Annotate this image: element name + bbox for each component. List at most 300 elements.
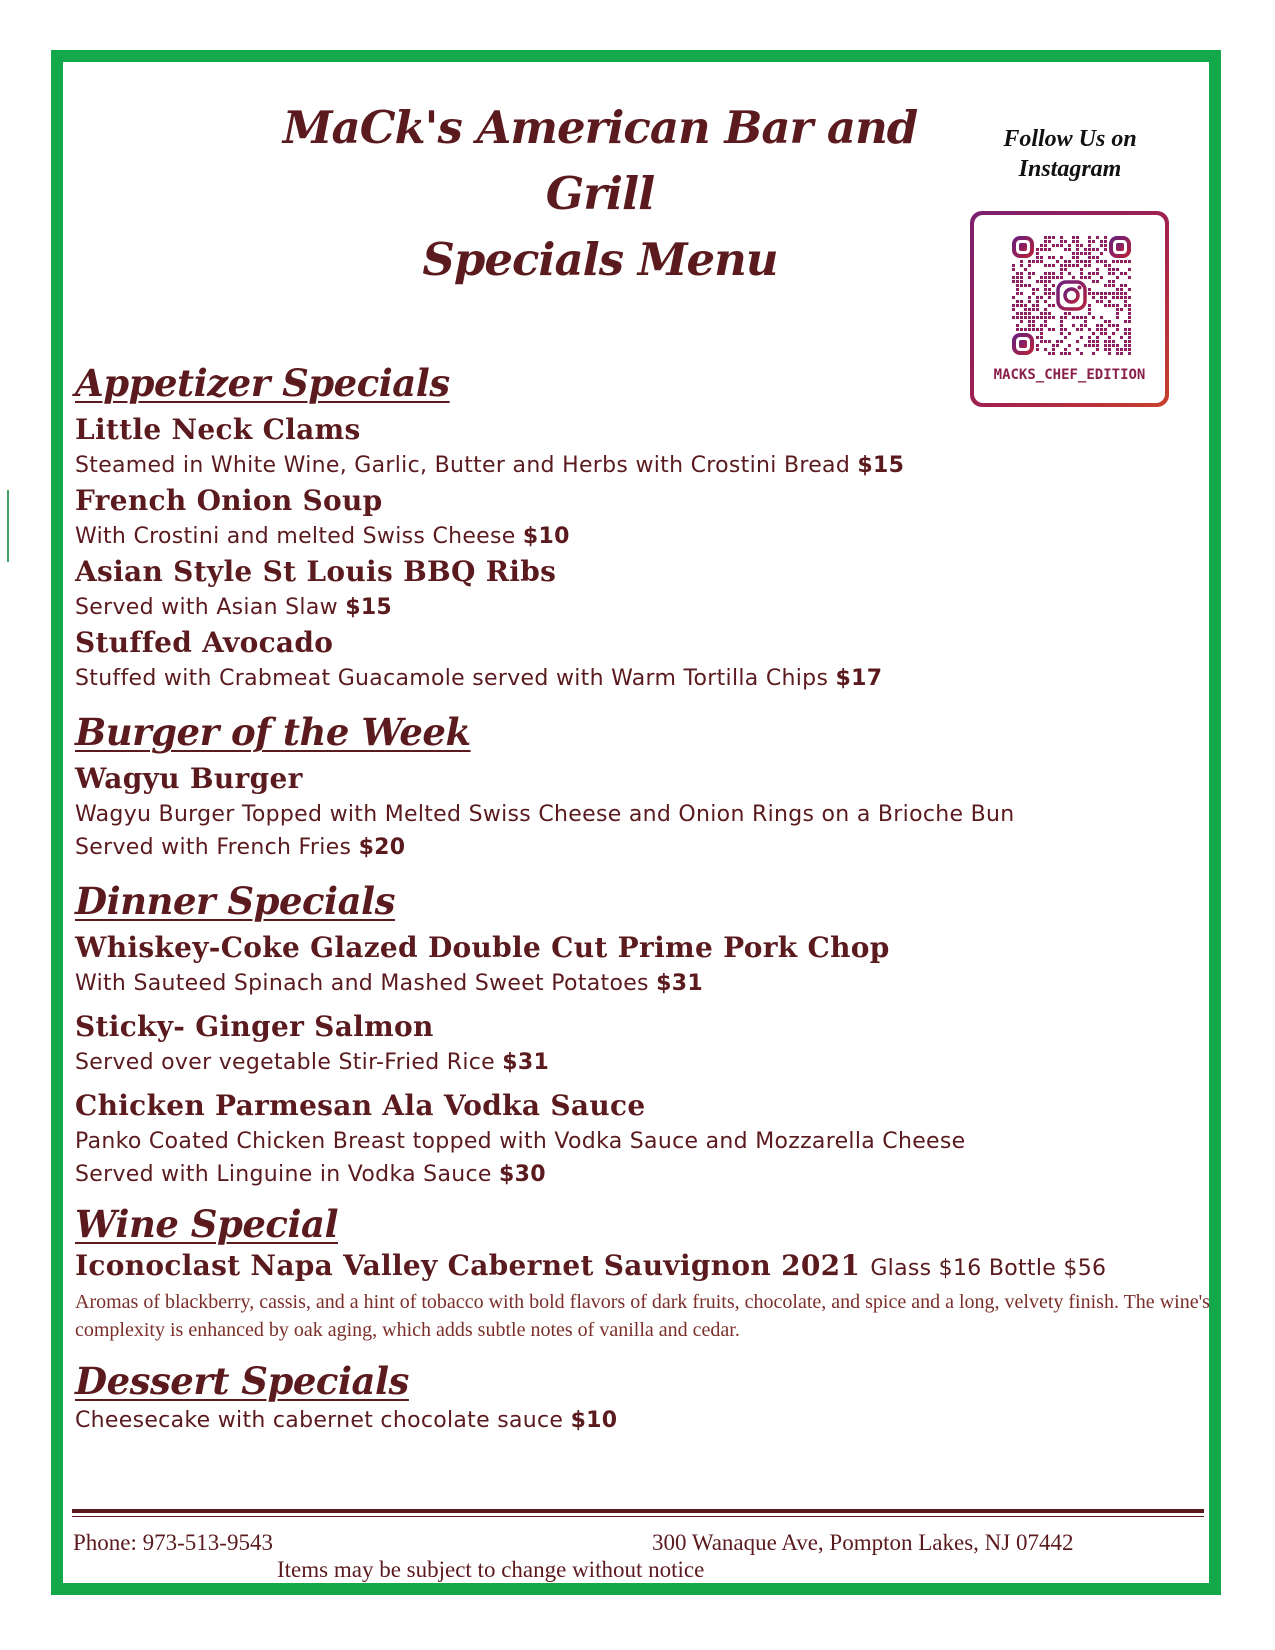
restaurant-title [230,95,970,293]
qr-module [1088,288,1091,291]
item-description [75,831,1215,864]
qr-module [1036,344,1039,347]
qr-module [1068,272,1071,275]
qr-module [1088,304,1091,307]
qr-module [1124,328,1127,331]
qr-module [1048,328,1051,331]
qr-module [1088,336,1091,339]
qr-module [1116,308,1119,311]
qr-module [1036,336,1039,339]
qr-module [1104,260,1107,263]
qr-module [1072,240,1075,243]
qr-module [1064,312,1067,315]
title-line-1: MaCk's American Bar and Grill [282,101,918,220]
qr-module [1036,288,1039,291]
qr-module [1100,300,1103,303]
qr-module [1048,288,1051,291]
qr-module [1040,316,1043,319]
qr-module [1096,260,1099,263]
qr-module [1064,336,1067,339]
qr-module [1108,300,1111,303]
qr-module [1068,312,1071,315]
qr-module [1124,272,1127,275]
qr-module [1080,316,1083,319]
qr-module [1104,292,1107,295]
description-text: Served with Asian Slaw [75,595,338,620]
qr-module [1016,316,1019,319]
qr-module [1100,240,1103,243]
qr-module [1120,308,1123,311]
qr-module [1112,344,1115,347]
qr-module [1048,264,1051,267]
margin-mark [7,490,9,562]
qr-module [1028,272,1031,275]
qr-module [1040,324,1043,327]
qr-module [1096,300,1099,303]
qr-module [1104,248,1107,251]
qr-module [1044,280,1047,283]
qr-module [1116,296,1119,299]
qr-module [1120,348,1123,351]
qr-module [1032,324,1035,327]
qr-module [1068,244,1071,247]
qr-module [1120,284,1123,287]
qr-module [1096,324,1099,327]
qr-module [1060,320,1063,323]
qr-module [1060,240,1063,243]
qr-module [1092,256,1095,259]
qr-module [1128,336,1131,339]
qr-module [1020,260,1023,263]
qr-module [1128,268,1131,271]
qr-module [1040,260,1043,263]
qr-module [1096,268,1099,271]
qr-module [1104,348,1107,351]
qr-module [1084,252,1087,255]
qr-module [1088,328,1091,331]
qr-module [1028,312,1031,315]
qr-module [1044,240,1047,243]
item-name: French Onion Soup [75,484,383,517]
qr-module [1048,352,1051,355]
qr-module [1104,240,1107,243]
qr-code-icon [1011,235,1132,356]
qr-module [1040,280,1043,283]
qr-module [1028,324,1031,327]
qr-module [1076,328,1079,331]
qr-module [1016,304,1019,307]
item-description [75,520,1215,553]
qr-module [1048,272,1051,275]
qr-module [1024,312,1027,315]
wine-name-line [75,1247,1215,1288]
qr-module [1060,316,1063,319]
qr-module [1128,276,1131,279]
qr-module [1128,312,1131,315]
qr-module [1104,264,1107,267]
qr-module [1076,260,1079,263]
qr-module [1056,244,1059,247]
qr-module [1064,248,1067,251]
qr-module [1128,316,1131,319]
description-text: Served with French Fries [75,835,352,860]
item-description [75,449,1215,482]
qr-module [1044,264,1047,267]
qr-module [1052,236,1055,239]
qr-module [1044,324,1047,327]
qr-module [1060,264,1063,267]
qr-module [1060,324,1063,327]
footer-divider-thin [72,1516,1204,1517]
qr-module [1044,276,1047,279]
qr-module [1076,340,1079,343]
qr-module [1060,268,1063,271]
qr-module [1124,296,1127,299]
qr-module [1024,268,1027,271]
qr-module [1052,244,1055,247]
qr-module [1072,324,1075,327]
qr-module [1128,352,1131,355]
qr-module [1116,316,1119,319]
qr-module [1100,328,1103,331]
qr-module [1036,348,1039,351]
qr-module [1072,256,1075,259]
qr-module [1116,268,1119,271]
qr-module [1012,316,1015,319]
qr-module [1028,260,1031,263]
qr-module [1128,296,1131,299]
follow-line-1: Follow Us on [1003,126,1137,152]
qr-module [1120,260,1123,263]
menu-content [75,360,1215,1437]
qr-module [1120,292,1123,295]
description-text: Cheesecake with cabernet chocolate sauce [75,1408,564,1433]
qr-module [1060,332,1063,335]
qr-module [1032,320,1035,323]
qr-module [1052,256,1055,259]
item-description [75,1046,1215,1079]
qr-module [1044,284,1047,287]
qr-module [1020,284,1023,287]
qr-module [1060,244,1063,247]
item-description [75,1404,1215,1437]
item-description: Wagyu Burger Topped with Melted Swiss Cheese and Onion Rings on a Brioche Bun [75,802,1015,827]
qr-module [1024,328,1027,331]
qr-module [1096,340,1099,343]
qr-module [1020,328,1023,331]
qr-module [1124,260,1127,263]
qr-module [1064,240,1067,243]
qr-module [1092,292,1095,295]
qr-module [1024,304,1027,307]
qr-module [1124,300,1127,303]
qr-module [1016,312,1019,315]
qr-module [1040,276,1043,279]
qr-module [1056,276,1059,279]
qr-module [1060,256,1063,259]
qr-module [1072,252,1075,255]
qr-module [1076,316,1079,319]
qr-module [1036,260,1039,263]
qr-module [1040,248,1043,251]
wine-description: Aromas of blackberry, cassis, and a hint of tobacco with bold flavors of dark fruits, chocolate, and spice and a long, velvety finish. The wine's complexity is enhanced by oak aging, which adds subtle notes of vanilla and cedar. [75,1291,1210,1341]
qr-module [1072,316,1075,319]
qr-module [1128,304,1131,307]
qr-module [1100,260,1103,263]
instagram-follow-text [975,124,1165,184]
qr-module [1108,348,1111,351]
qr-module [1080,352,1083,355]
qr-module [1124,320,1127,323]
qr-module [1124,344,1127,347]
qr-module [1032,292,1035,295]
qr-module [1036,308,1039,311]
qr-module [1048,304,1051,307]
qr-module [1044,308,1047,311]
qr-module [1092,296,1095,299]
qr-module [1048,276,1051,279]
qr-module [1084,260,1087,263]
description-text: Steamed in White Wine, Garlic, Butter and Herbs with Crostini Bread [75,453,851,478]
qr-module [1096,272,1099,275]
description-text: With Crostini and melted Swiss Cheese [75,524,516,549]
qr-module [1056,340,1059,343]
qr-module [1016,272,1019,275]
qr-module [1012,268,1015,271]
qr-module [1040,340,1043,343]
qr-module [1020,320,1023,323]
qr-module [1076,264,1079,267]
qr-module [1076,348,1079,351]
wine-heading: Wine Special [75,1202,339,1246]
item-description [75,591,1215,624]
dessert-heading: Dessert Specials [75,1359,409,1403]
qr-module [1100,316,1103,319]
qr-module [1016,300,1019,303]
qr-module [1124,348,1127,351]
qr-module [1092,240,1095,243]
qr-module [1052,348,1055,351]
qr-module [1080,252,1083,255]
qr-module [1100,324,1103,327]
qr-module [1108,272,1111,275]
qr-module [1064,328,1067,331]
qr-module [1052,284,1055,287]
item-price: $30 [499,1162,546,1187]
item-price: $15 [345,595,393,620]
qr-module [1076,256,1079,259]
qr-module [1084,344,1087,347]
qr-module [1028,316,1031,319]
qr-module [1040,244,1043,247]
qr-module [1108,352,1111,355]
qr-module [1052,316,1055,319]
qr-module [1076,248,1079,251]
qr-module [1092,248,1095,251]
qr-module [1088,236,1091,239]
qr-module [1096,280,1099,283]
description-text: Served with Linguine in Vodka Sauce [75,1162,492,1187]
qr-module [1112,268,1115,271]
qr-module [1048,236,1051,239]
item-price: $31 [502,1050,550,1075]
qr-module [1048,296,1051,299]
qr-module [1108,264,1111,267]
qr-module [1024,316,1027,319]
qr-module [1028,284,1031,287]
qr-module [1084,316,1087,319]
qr-module [1044,320,1047,323]
qr-module [1020,304,1023,307]
qr-module [1084,320,1087,323]
qr-module [1104,244,1107,247]
qr-module [1108,292,1111,295]
qr-module [1012,276,1015,279]
qr-module [1028,308,1031,311]
qr-module [1036,296,1039,299]
qr-module [1044,292,1047,295]
qr-module [1036,300,1039,303]
qr-module [1072,236,1075,239]
qr-module [1124,304,1127,307]
description-text: Stuffed with Crabmeat Guacamole served with Warm Tortilla Chips [75,666,829,691]
footer-divider [72,1509,1204,1513]
qr-module [1100,276,1103,279]
qr-module [1108,280,1111,283]
qr-module [1104,304,1107,307]
qr-module [1120,352,1123,355]
qr-module [1108,336,1111,339]
qr-module [1088,272,1091,275]
qr-module [1092,272,1095,275]
qr-module [1016,288,1019,291]
qr-module [1116,352,1119,355]
qr-module [1088,252,1091,255]
qr-module [1060,340,1063,343]
qr-module [1088,260,1091,263]
item-price: $10 [522,524,570,549]
qr-module [1088,292,1091,295]
qr-module [1096,248,1099,251]
qr-module [1040,332,1043,335]
qr-module [1044,316,1047,319]
qr-module [1116,324,1119,327]
qr-module [1044,288,1047,291]
item-name: Whiskey-Coke Glazed Double Cut Prime Pork Chop [75,931,890,964]
qr-module [1016,292,1019,295]
qr-module [1076,236,1079,239]
qr-module [1068,260,1071,263]
qr-module [1112,332,1115,335]
qr-module [1016,324,1019,327]
qr-module [1036,256,1039,259]
item-name: Chicken Parmesan Ala Vodka Sauce [75,1089,646,1122]
qr-module [1104,296,1107,299]
qr-module [1116,312,1119,315]
qr-module [1064,260,1067,263]
qr-module [1116,344,1119,347]
qr-module [1120,288,1123,291]
qr-module [1100,332,1103,335]
qr-module [1104,344,1107,347]
qr-module [1108,344,1111,347]
qr-module [1088,340,1091,343]
qr-module [1084,264,1087,267]
qr-module [1100,244,1103,247]
qr-module [1048,240,1051,243]
qr-module [1012,308,1015,311]
qr-module [1124,332,1127,335]
qr-module [1064,352,1067,355]
qr-module [1116,276,1119,279]
qr-module [1120,336,1123,339]
instagram-handle: MACKS_CHEF_EDITION [993,367,1146,383]
qr-module [1112,296,1115,299]
qr-module [1036,252,1039,255]
qr-module [1020,276,1023,279]
qr-module [1020,272,1023,275]
qr-module [1092,332,1095,335]
follow-line-2: Instagram [1018,156,1122,182]
qr-module [1032,288,1035,291]
item-price: $20 [358,835,406,860]
qr-module [1128,332,1131,335]
qr-module [1048,340,1051,343]
footer-notice: Items may be subject to change without notice [277,1557,705,1582]
qr-module [1056,344,1059,347]
qr-module [1116,288,1119,291]
qr-module [1024,284,1027,287]
qr-module [1120,272,1123,275]
qr-module [1088,256,1091,259]
qr-module [1032,260,1035,263]
qr-module [1096,236,1099,239]
qr-module [1036,248,1039,251]
item-price: $15 [857,453,905,478]
qr-module [1032,308,1035,311]
qr-module [1040,336,1043,339]
qr-module [1096,348,1099,351]
qr-module [1020,264,1023,267]
qr-module [1044,248,1047,251]
qr-module [1112,272,1115,275]
qr-module [1100,252,1103,255]
qr-module [1080,268,1083,271]
qr-module [1040,256,1043,259]
qr-module [1028,328,1031,331]
qr-module [1112,284,1115,287]
qr-module [1104,320,1107,323]
qr-module [1052,264,1055,267]
description-text: Served over vegetable Stir-Fried Rice [75,1050,495,1075]
qr-module [1088,308,1091,311]
qr-module [1064,348,1067,351]
item-name: Stuffed Avocado [75,626,334,659]
qr-module [1116,328,1119,331]
qr-module [1076,252,1079,255]
qr-module [1044,340,1047,343]
qr-module [1108,268,1111,271]
qr-module [1112,292,1115,295]
qr-module [1096,328,1099,331]
qr-module [1080,328,1083,331]
qr-module [1060,276,1063,279]
qr-module [1116,260,1119,263]
qr-module [1128,308,1131,311]
qr-module [1028,320,1031,323]
qr-module [1080,324,1083,327]
qr-module [1088,248,1091,251]
